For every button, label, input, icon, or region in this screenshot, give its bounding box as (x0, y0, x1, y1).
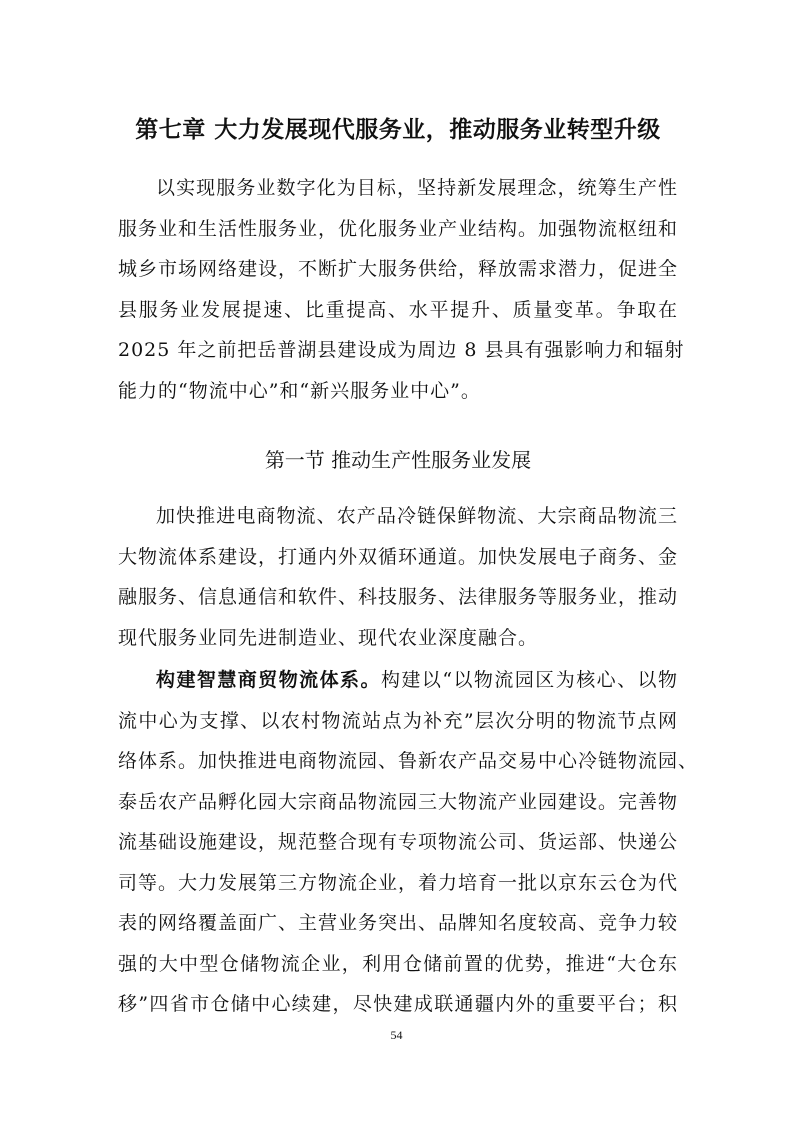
intro-line: 能力的“物流中心”和“新兴服务业中心”。 (118, 379, 481, 402)
section-intro-line: 大物流体系建设，打通内外双循环通道。加快发展电子商务、金 (118, 545, 679, 568)
logistics-bold-lead: 构建智慧商贸物流体系。 (156, 669, 381, 691)
logistics-first-line (118, 660, 678, 701)
section-intro-line: 现代服务业同先进制造业、现代农业深度融合。 (118, 626, 539, 649)
section-intro-paragraph (118, 496, 678, 658)
logistics-line: 强的大中型仓储物流企业，利用仓储前置的优势，推进“大仓东 (118, 952, 678, 975)
section-intro-line: 融服务、信息通信和软件、科技服务、法律服务等服务业，推动 (118, 586, 679, 608)
logistics-first-line-rest: 构建以“以物流园区为核心、以物 (380, 669, 678, 691)
intro-paragraph (118, 168, 685, 411)
logistics-line: 表的网络覆盖面广、主营业务突出、品牌知名度较高、竞争力较 (118, 912, 679, 934)
intro-line: 县服务业发展提速、比重提高、水平提升、质量变革。争取在 (118, 298, 678, 321)
section-title: 第一节 推动生产性服务业发展 (264, 448, 532, 472)
intro-line: 服务业和生活性服务业，优化服务业产业结构。加强物流枢纽和 (118, 217, 679, 240)
logistics-line: 流基础设施建设，规范整合现有专项物流公司、货运部、快递公 (118, 831, 679, 853)
logistics-paragraph (118, 660, 699, 1025)
chapter-title: 第七章 大力发展现代服务业，推动服务业转型升级 (135, 117, 661, 143)
logistics-line: 泰岳农产品孵化园大宗商品物流园三大物流产业园建设。完善物 (118, 790, 679, 813)
page-number: 54 (390, 1028, 403, 1042)
logistics-line: 移”四省市仓储中心续建，尽快建成联通疆内外的重要平台；积 (118, 993, 678, 1015)
intro-line: 城乡市场网络建设，不断扩大服务供给，释放需求潜力，促进全 (118, 258, 679, 280)
intro-line: 2025 年之前把岳普湖县建设成为周边 8 县具有强影响力和辐射 (118, 339, 685, 361)
section-intro-line: 加快推进电商物流、农产品冷链保鲜物流、大宗商品物流三 (156, 505, 678, 527)
intro-line: 以实现服务业数字化为目标，坚持新发展理念，统筹生产性 (156, 177, 678, 199)
logistics-line: 流中心为支撑、以农村物流站点为补充”层次分明的物流节点网 (118, 709, 678, 732)
logistics-line: 司等。大力发展第三方物流企业，着力培育一批以京东云仓为代 (118, 871, 679, 894)
logistics-line: 络体系。加快推进电商物流园、鲁新农产品交易中心冷链物流园、 (118, 750, 699, 772)
